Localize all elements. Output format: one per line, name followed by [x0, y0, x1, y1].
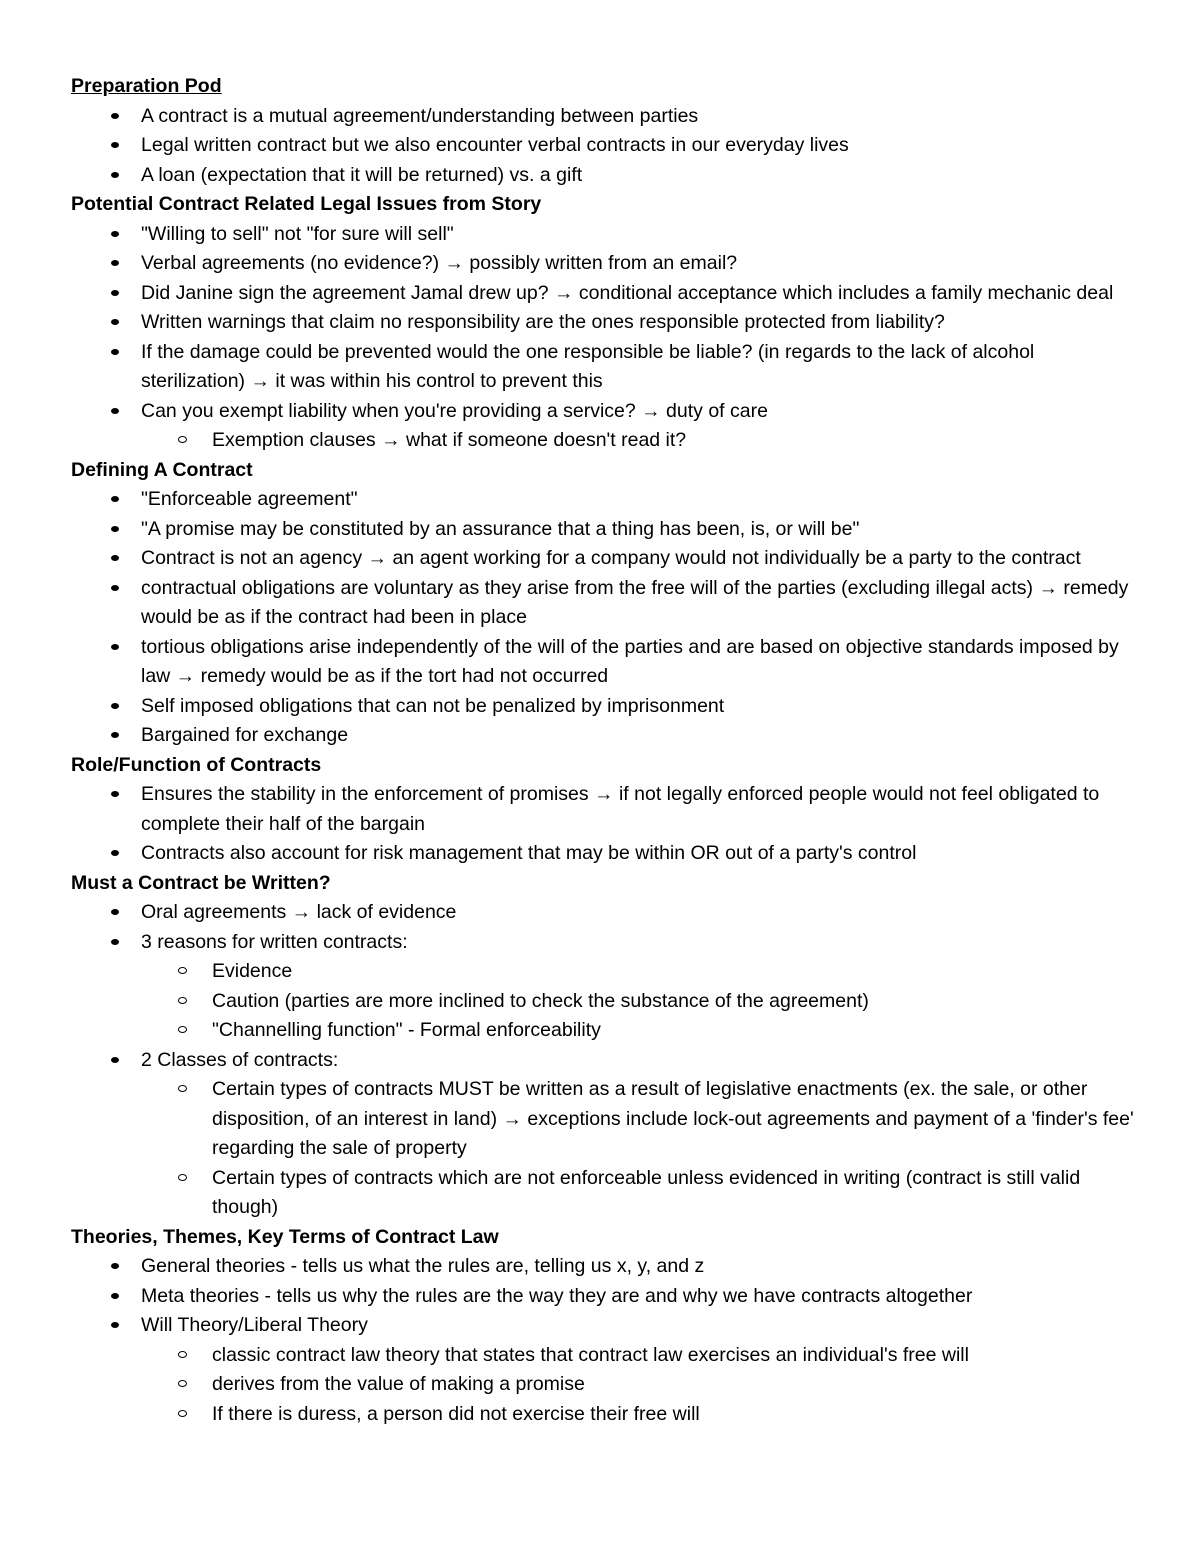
section-heading: Potential Contract Related Legal Issues from Story — [71, 193, 542, 215]
bullet-item: "Enforceable agreement" — [71, 485, 1141, 515]
bullet-list — [71, 485, 1141, 751]
sub-bullet-item: classic contract law theory that states that contract law exercises an individual's free will — [71, 1341, 1141, 1371]
bullet-item: 2 Classes of contracts: — [71, 1046, 1141, 1076]
sub-bullet-item: "Channelling function" - Formal enforceability — [71, 1016, 1141, 1046]
sub-bullet-item: Caution (parties are more inclined to check the substance of the agreement) — [71, 987, 1141, 1017]
bullet-item: A contract is a mutual agreement/understanding between parties — [71, 102, 1141, 132]
bullet-item: contractual obligations are voluntary as they arise from the free will of the parties (excluding illegal acts) → remedy would be as if the contract had been in place — [71, 574, 1141, 633]
bullet-item: 3 reasons for written contracts: — [71, 928, 1141, 958]
bullet-item: Did Janine sign the agreement Jamal drew up? → conditional acceptance which includes a family mechanic deal — [71, 279, 1141, 309]
sub-bullet-item: Exemption clauses → what if someone doesn't read it? — [71, 426, 1141, 456]
bullet-item: "Willing to sell" not "for sure will sell" — [71, 220, 1141, 250]
bullet-item: General theories - tells us what the rules are, telling us x, y, and z — [71, 1252, 1141, 1282]
section-heading: Theories, Themes, Key Terms of Contract Law — [71, 1225, 499, 1248]
bullet-list — [71, 898, 1141, 1223]
bullet-item: Verbal agreements (no evidence?) → possibly written from an email? — [71, 249, 1141, 279]
bullet-item: Can you exempt liability when you're providing a service? → duty of care — [71, 397, 1141, 427]
bullet-item: Contract is not an agency → an agent working for a company would not individually be a party to the contract — [71, 544, 1141, 574]
sub-bullet-item: Certain types of contracts which are not enforceable unless evidenced in writing (contract is still valid though) — [71, 1164, 1141, 1223]
sub-bullet-item: derives from the value of making a promise — [71, 1370, 1141, 1400]
section-heading: Must a Contract be Written? — [71, 871, 331, 894]
bullet-item: Oral agreements → lack of evidence — [71, 898, 1141, 928]
document-page — [71, 72, 1141, 1429]
section-heading: Defining A Contract — [71, 458, 253, 481]
sub-bullet-item: Evidence — [71, 957, 1141, 987]
bullet-item: tortious obligations arise independently of the will of the parties and are based on objective standards imposed by law → remedy would be as if the tort had not occurred — [71, 633, 1141, 692]
bullet-list — [71, 102, 1141, 191]
bullet-item: "A promise may be constituted by an assurance that a thing has been, is, or will be" — [71, 515, 1141, 545]
bullet-list — [71, 1252, 1141, 1429]
bullet-list — [71, 780, 1141, 869]
bullet-item: If the damage could be prevented would the one responsible be liable? (in regards to the lack of alcohol sterilization) → it was within his control to prevent this — [71, 338, 1141, 397]
bullet-item: Ensures the stability in the enforcement of promises → if not legally enforced people would not feel obligated to complete their half of the bargain — [71, 780, 1141, 839]
section-heading: Role/Function of Contracts — [71, 753, 322, 776]
bullet-item: Bargained for exchange — [71, 721, 1141, 751]
section-heading: Preparation Pod — [71, 75, 222, 97]
bullet-list — [71, 220, 1141, 456]
bullet-item: Will Theory/Liberal Theory — [71, 1311, 1141, 1341]
bullet-item: Legal written contract but we also encounter verbal contracts in our everyday lives — [71, 131, 1141, 161]
sub-bullet-item: If there is duress, a person did not exercise their free will — [71, 1400, 1141, 1430]
sub-bullet-item: Certain types of contracts MUST be written as a result of legislative enactments (ex. the sale, or other disposition, of an interest in land) → exceptions include lock-out agreements and payment of a 'finder's fee' regarding the sale of property — [71, 1075, 1141, 1164]
bullet-item: A loan (expectation that it will be returned) vs. a gift — [71, 161, 1141, 191]
bullet-item: Self imposed obligations that can not be penalized by imprisonment — [71, 692, 1141, 722]
bullet-item: Meta theories - tells us why the rules are the way they are and why we have contracts altogether — [71, 1282, 1141, 1312]
bullet-item: Written warnings that claim no responsibility are the ones responsible protected from liability? — [71, 308, 1141, 338]
bullet-item: Contracts also account for risk management that may be within OR out of a party's control — [71, 839, 1141, 869]
